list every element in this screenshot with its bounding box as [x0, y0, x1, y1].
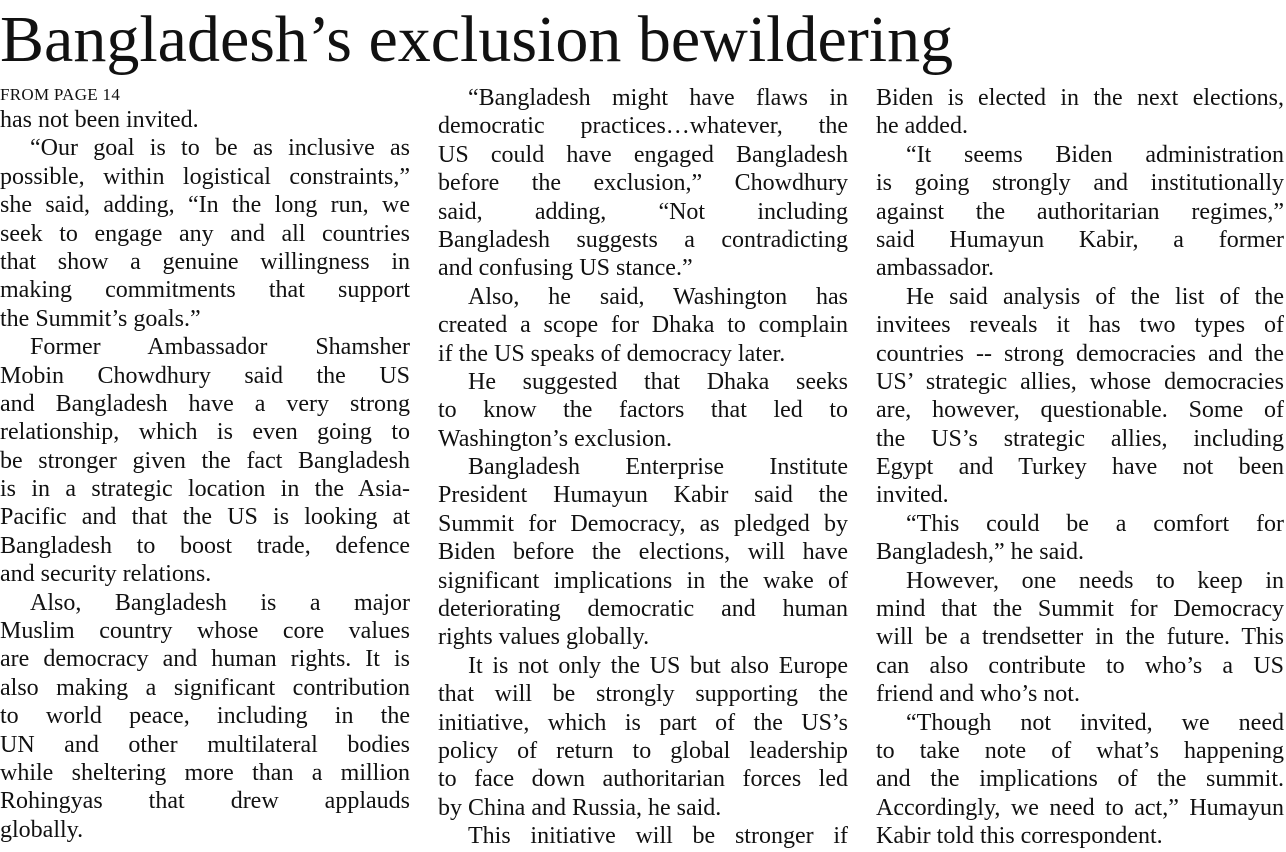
text-line: can also contribute to who’s a US — [876, 652, 1284, 679]
text-line: and the implications of the summit. — [876, 766, 1284, 793]
text-line: However, one needs to keep in — [906, 567, 1284, 594]
text-line: before the exclusion,” Chowdhury — [438, 170, 848, 197]
text-line: Egypt and Turkey have not been — [876, 454, 1284, 481]
text-line: that will be strongly supporting the — [438, 681, 848, 708]
text-line: Summit for Democracy, as pledged by — [438, 510, 848, 537]
text-line: UN and other multilateral bodies — [0, 731, 410, 758]
text-line: mind that the Summit for Democracy — [876, 596, 1284, 623]
text-line: “Though not invited, we need — [906, 709, 1284, 736]
text-line: He suggested that Dhaka seeks — [468, 368, 848, 395]
text-line: and Bangladesh have a very strong — [0, 390, 410, 417]
column-3-text — [876, 84, 1286, 851]
article-column-1 — [0, 84, 410, 844]
column-1-text — [0, 106, 410, 844]
text-line: Former Ambassador Shamsher — [30, 334, 410, 361]
text-line: has not been invited. — [0, 107, 199, 133]
text-line: This initiative will be stronger if — [468, 823, 848, 850]
text-line: Also, he said, Washington has — [468, 283, 848, 310]
text-line: will be a trendsetter in the future. This — [876, 624, 1284, 651]
text-line: Bangladesh to boost trade, defence — [0, 532, 410, 559]
text-line: invited. — [876, 482, 949, 509]
text-line: ambassador. — [876, 255, 994, 282]
text-line: seek to engage any and all countries — [0, 220, 410, 247]
column-2-text — [438, 84, 848, 851]
text-line: Biden is elected in the next elections, — [876, 85, 1284, 111]
text-line: friend and who’s not. — [876, 681, 1080, 708]
text-line: “This could be a comfort for — [906, 510, 1284, 537]
text-line: created a scope for Dhaka to complain — [438, 312, 848, 339]
text-line: “It seems Biden administration — [906, 141, 1284, 168]
text-line: to take note of what’s happening — [876, 737, 1284, 764]
text-line: Biden before the elections, will have — [438, 539, 848, 566]
text-line: President Humayun Kabir said the — [438, 482, 848, 509]
text-line: are, however, questionable. Some of — [876, 397, 1284, 424]
text-line: He said analysis of the list of the — [906, 283, 1284, 310]
text-line: the US’s strategic allies, including — [876, 425, 1284, 452]
text-line: Bangladesh Enterprise Institute — [468, 454, 848, 481]
text-line: rights values globally. — [438, 624, 650, 651]
text-line: invitees reveals it has two types of — [876, 312, 1284, 339]
text-line: significant implications in the wake of — [438, 567, 848, 594]
text-line: are democracy and human rights. It is — [0, 646, 410, 673]
text-line: Pacific and that the US is looking at — [0, 504, 410, 531]
text-line: by China and Russia, he said. — [438, 794, 722, 821]
text-line: US’ strategic allies, whose democracies — [876, 368, 1284, 395]
text-line: she said, adding, “In the long run, we — [0, 192, 410, 219]
text-line: making commitments that support — [0, 277, 410, 304]
text-line: to world peace, including in the — [0, 703, 410, 730]
headline: Bangladesh’s exclusion bewildering — [0, 3, 954, 76]
text-line: Accordingly, we need to act,” Humayun — [876, 794, 1284, 821]
text-line: countries -- strong democracies and the — [876, 340, 1284, 367]
text-line: against the authoritarian regimes,” — [876, 198, 1284, 225]
text-line: Bangladesh,” he said. — [876, 539, 1084, 566]
article-column-2 — [438, 84, 848, 851]
continuation-kicker: FROM PAGE 14 — [0, 85, 121, 104]
text-line: is in a strategic location in the Asia- — [0, 476, 410, 503]
text-line: globally. — [0, 816, 84, 843]
text-line: and security relations. — [0, 561, 212, 588]
text-line: Muslim country whose core values — [0, 618, 410, 645]
text-line: Also, Bangladesh is a major — [30, 589, 410, 616]
text-line: Mobin Chowdhury said the US — [0, 362, 410, 389]
text-line: “Bangladesh might have flaws in — [468, 85, 848, 111]
text-line: he added. — [876, 113, 968, 140]
text-line: Kabir told this correspondent. — [876, 823, 1163, 850]
text-line: to face down authoritarian forces led — [438, 766, 848, 793]
text-line: It is not only the US but also Europe — [468, 652, 848, 679]
text-line: US could have engaged Bangladesh — [438, 141, 848, 168]
text-line: if the US speaks of democracy later. — [438, 340, 786, 367]
text-line: democratic practices…whatever, the — [438, 113, 848, 140]
text-line: deteriorating democratic and human — [438, 596, 848, 623]
text-line: said, adding, “Not including — [438, 198, 848, 225]
text-line: Bangladesh suggests a contradicting — [438, 226, 848, 253]
text-line: relationship, which is even going to — [0, 419, 410, 446]
text-line: possible, within logistical constraints,” — [0, 163, 410, 190]
text-line: the Summit’s goals.” — [0, 305, 201, 332]
text-line: is going strongly and institutionally — [876, 170, 1284, 197]
text-line: Rohingyas that drew applauds — [0, 788, 410, 815]
text-line: that show a genuine willingness in — [0, 248, 410, 275]
text-line: initiative, which is part of the US’s — [438, 709, 848, 736]
text-line: to know the factors that led to — [438, 397, 848, 424]
text-line: Washington’s exclusion. — [438, 425, 673, 452]
text-line: policy of return to global leadership — [438, 737, 848, 764]
text-line: “Our goal is to be as inclusive as — [30, 135, 410, 162]
text-line: while sheltering more than a million — [0, 759, 410, 786]
article-column-3 — [876, 84, 1286, 851]
text-line: be stronger given the fact Bangladesh — [0, 447, 410, 474]
text-line: said Humayun Kabir, a former — [876, 226, 1284, 253]
text-line: and confusing US stance.” — [438, 255, 693, 282]
text-line: also making a significant contribution — [0, 674, 410, 701]
